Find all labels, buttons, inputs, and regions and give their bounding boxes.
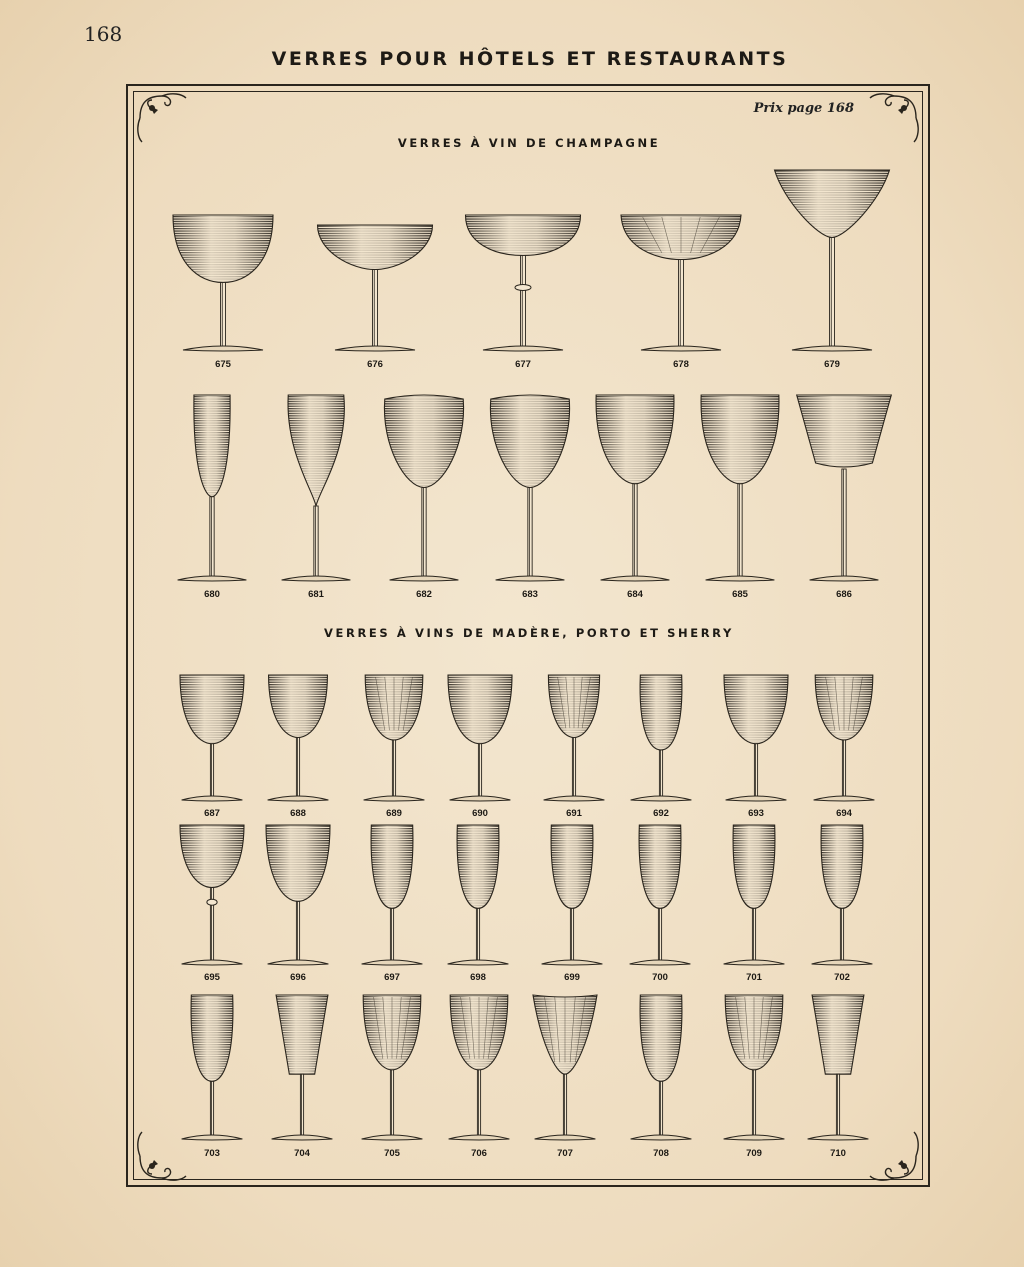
glass-number-label: 695 [204,972,220,983]
glass-foot [183,346,263,351]
glass-foot [362,960,423,965]
glass-681 [282,395,351,600]
glass-678 [621,215,741,370]
glass-number-label: 704 [294,1148,310,1159]
glass-bowl-shading [701,395,779,484]
glass-number-label: 691 [566,808,582,819]
glass-stem [633,484,637,577]
glass-stem [210,497,214,577]
glass-stem [842,469,846,577]
glass-number-label: 682 [416,589,432,600]
glass-706 [449,995,510,1159]
glass-number-label: 707 [557,1148,573,1159]
glass-stem [679,260,684,347]
glass-stem [842,740,845,797]
glass-687 [180,675,244,819]
glass-number-label: 692 [653,808,669,819]
glass-694 [814,675,875,819]
glass-foot [268,796,329,801]
glass-stem [296,901,299,961]
glass-knob [515,285,531,291]
glass-stem [738,484,742,577]
glass-bowl-shading [269,675,328,738]
glass-bowl-shading [640,675,682,750]
glass-number-label: 710 [830,1148,846,1159]
glass-number-label: 693 [748,808,764,819]
glass-stem [390,908,393,961]
glass-bowl-shading [797,395,892,467]
glass-number-label: 702 [834,972,850,983]
price-reference: Prix page 168 [753,101,854,116]
glass-number-label: 688 [290,808,306,819]
glass-693 [724,675,788,819]
glass-foot [449,1135,510,1140]
glass-682 [384,395,463,600]
glass-foot [335,346,415,351]
glass-bowl-shading [457,825,499,908]
glass-number-label: 708 [653,1148,669,1159]
glass-698 [448,825,509,983]
glass-stem [563,1074,566,1136]
glass-bowl-shading [812,995,864,1074]
glass-stem [658,908,661,961]
glass-number-label: 703 [204,1148,220,1159]
glass-number-label: 677 [515,359,531,370]
glass-foot [282,576,351,581]
glass-foot [182,796,243,801]
glass-709 [724,995,785,1159]
glass-number-label: 676 [367,359,383,370]
glass-foot [601,576,670,581]
glass-690 [448,675,512,819]
glass-676 [318,225,433,370]
glass-number-label: 684 [627,589,643,600]
glass-697 [362,825,423,983]
glass-knob [207,899,217,905]
glass-bowl-shading [448,675,512,744]
glass-foot [390,576,459,581]
glass-bowl-shading [173,215,273,283]
glass-number-label: 687 [204,808,220,819]
glass-stem [422,488,426,578]
glass-stem [752,1070,755,1136]
page-title: VERRES POUR HÔTELS ET RESTAURANTS [271,48,789,70]
glass-679 [775,170,890,370]
glass-bowl-shading [490,395,569,488]
glass-bowl-shading [596,395,674,484]
glass-684 [596,395,674,600]
glass-number-label: 694 [836,808,852,819]
glass-number-label: 685 [732,589,748,600]
glass-foot [182,1135,243,1140]
glass-number-label: 680 [204,589,220,600]
glass-701 [724,825,785,983]
glass-foot [724,1135,785,1140]
glass-708 [631,995,692,1159]
glass-stem [752,908,755,961]
glass-stem [528,488,532,578]
glass-bowl-shading [639,825,681,908]
glass-702 [812,825,873,983]
glass-foot [810,576,879,581]
glass-number-label: 675 [215,359,231,370]
glass-stem [476,908,479,961]
glass-foot [535,1135,596,1140]
glass-683 [490,395,569,600]
glass-stem [221,283,226,348]
glass-stem [210,888,213,961]
glass-stem [572,738,575,798]
glass-692 [631,675,692,819]
glass-stem [477,1070,480,1136]
glass-bowl-shading [180,825,244,888]
glass-677 [466,215,581,370]
glass-number-label: 690 [472,808,488,819]
glass-stem [570,908,573,961]
glass-stem [314,506,318,577]
glass-foot [268,960,329,965]
glass-foot [808,1135,869,1140]
glass-bowl-shading [180,675,244,744]
glass-stem [830,238,835,348]
glass-foot [812,960,873,965]
glass-number-label: 697 [384,972,400,983]
glass-number-label: 696 [290,972,306,983]
glass-foot [641,346,721,351]
glass-stem [210,744,213,797]
glass-foot [630,960,691,965]
glass-bowl-shading [724,675,788,744]
glass-691 [544,675,605,819]
glass-700 [630,825,691,983]
glass-695 [180,825,244,983]
page-number: 168 [84,22,123,46]
glass-foot [544,796,605,801]
glass-bowl-shading [371,825,413,908]
glass-stem [390,1070,393,1136]
glass-foot [726,796,787,801]
glass-number-label: 681 [308,589,324,600]
glass-number-label: 705 [384,1148,400,1159]
glass-705 [362,995,423,1159]
glass-bowl-shading [276,995,328,1074]
glass-number-label: 679 [824,359,840,370]
glass-foot [362,1135,423,1140]
glass-688 [268,675,329,819]
glass-foot [631,796,692,801]
section-title-madere-porto-sherry: VERRES À VINS DE MADÈRE, PORTO ET SHERRY [324,626,734,640]
glass-stem [392,740,395,797]
glass-bowl-shading [733,825,775,908]
glass-bowl-shading [466,215,581,256]
glass-number-label: 683 [522,589,538,600]
glass-stem [478,744,481,797]
glass-foot [814,796,875,801]
glass-number-label: 706 [471,1148,487,1159]
glass-710 [808,995,869,1159]
glass-stem [840,908,843,961]
glass-680 [178,395,247,600]
glass-699 [542,825,603,983]
glass-number-label: 689 [386,808,402,819]
glass-foot [450,796,511,801]
glass-number-label: 700 [652,972,668,983]
glass-stem [659,1081,662,1136]
glass-675 [173,215,273,370]
glass-number-label: 709 [746,1148,762,1159]
glass-685 [701,395,779,600]
glass-stem [754,744,757,797]
glass-bowl-shading [194,395,230,497]
glass-number-label: 686 [836,589,852,600]
glass-stem [296,738,299,798]
glass-number-label: 698 [470,972,486,983]
glass-stem [521,256,526,348]
glass-stem [300,1074,303,1136]
glass-stem [836,1074,839,1136]
glass-foot [496,576,565,581]
glass-696 [266,825,330,983]
glass-number-label: 701 [746,972,762,983]
glass-686 [797,395,892,600]
glass-foot [724,960,785,965]
section-title-champagne: VERRES À VIN DE CHAMPAGNE [397,136,661,150]
glass-bowl-shading [821,825,863,908]
glass-foot [448,960,509,965]
glass-foot [182,960,243,965]
glass-foot [483,346,563,351]
glass-number-label: 678 [673,359,689,370]
glass-bowl-shading [551,825,593,908]
glass-bowl-shading [288,395,344,506]
glass-703 [182,995,243,1159]
glass-bowl-shading [318,225,433,270]
glass-foot [364,796,425,801]
glass-bowl-shading [384,395,463,488]
glass-number-label: 699 [564,972,580,983]
glass-704 [272,995,333,1159]
glass-707 [533,995,597,1159]
glass-stem [373,270,378,347]
glass-bowl-shading [191,995,233,1081]
glass-foot [542,960,603,965]
glass-foot [178,576,247,581]
glass-stem [659,750,662,797]
glass-foot [272,1135,333,1140]
glass-bowl-shading [640,995,682,1081]
glass-foot [631,1135,692,1140]
glass-stem [210,1081,213,1136]
glass-bowl-shading [266,825,330,901]
glass-foot [792,346,872,351]
glass-689 [364,675,425,819]
glass-foot [706,576,775,581]
